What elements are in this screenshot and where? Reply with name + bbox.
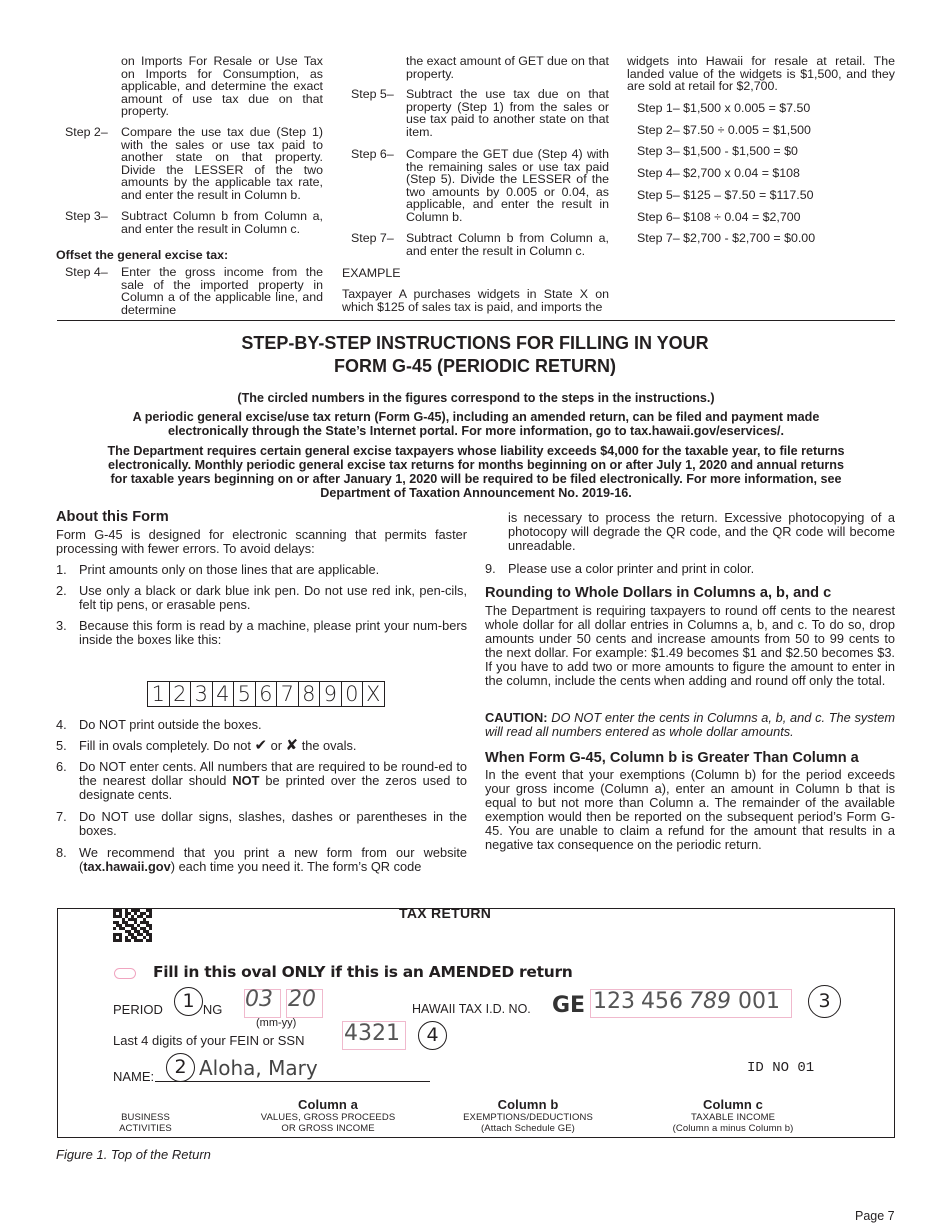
qr-module xyxy=(113,939,116,942)
qr-module xyxy=(119,936,122,939)
qr-module xyxy=(116,924,119,927)
qr-module xyxy=(113,915,116,918)
qr-module xyxy=(128,933,131,936)
step-text: Compare the GET due (Step 4) with the remaining sales or use tax paid (Step 5). Divide the LESSER of the two amounts by 0.005 or 0.04, as applicable, and enter the result in Column b. xyxy=(406,147,609,224)
col-b-sub-2: (Attach Schedule GE) xyxy=(481,1123,575,1134)
sample-digit: 8 xyxy=(299,682,321,706)
period-label xyxy=(113,1002,222,1017)
step-label: Step 7– xyxy=(351,231,394,245)
col1-intro: on Imports For Resale or Use Tax on Imports for Consumption, as applicable, and determine the exact amount of use tax due on that property. xyxy=(121,54,323,119)
required-notice-4: Department of Taxation Announcement No. 2019-16. xyxy=(320,486,632,500)
list-text: Please use a color printer and print in color. xyxy=(508,561,755,576)
list-text-part: the ovals. xyxy=(301,738,357,753)
step-label: Step 6– xyxy=(351,147,394,161)
qr-module xyxy=(125,921,128,924)
qr-module xyxy=(146,924,149,927)
example-text: Taxpayer A purchases widgets in State X on which $125 of sales tax is paid, and imports the xyxy=(342,287,609,314)
sample-digit: 4 xyxy=(213,682,235,706)
qr-module xyxy=(116,921,119,924)
qr-module xyxy=(125,909,128,912)
figure-caption: Figure 1. Top of the Return xyxy=(56,1147,211,1162)
qr-module xyxy=(125,912,128,915)
step-label: Step 3– xyxy=(65,209,108,223)
qr-module xyxy=(143,921,146,924)
qr-module xyxy=(137,930,140,933)
col-a-sub-1: VALUES, GROSS PROCEEDS xyxy=(260,1112,396,1123)
qr-module xyxy=(140,927,143,930)
col-a-sub-2: OR GROSS INCOME xyxy=(281,1123,375,1134)
qr-module xyxy=(116,939,119,942)
col-b-sub-1: EXEMPTIONS/DEDUCTIONS xyxy=(463,1112,593,1123)
qr-module xyxy=(149,909,152,912)
taxid-label: HAWAII TAX I.D. NO. xyxy=(412,1002,531,1016)
step-3 xyxy=(65,210,325,238)
qr-module xyxy=(143,936,146,939)
qr-module xyxy=(122,927,125,930)
qr-module xyxy=(137,909,140,912)
name-value[interactable]: Aloha, Mary xyxy=(199,1056,318,1080)
step-4 xyxy=(65,265,325,317)
required-notice-1: The Department requires certain general excise taxpayers whose liability exceeds $4,000 for the taxable year, to file returns xyxy=(107,444,845,458)
amended-label: Fill in this oval ONLY if this is an AMENDED return xyxy=(153,963,573,981)
qr-module xyxy=(143,927,146,930)
fein-label: Last 4 digits of your FEIN or SSN xyxy=(113,1033,305,1048)
qr-module xyxy=(122,918,125,921)
period-month-value: 03 xyxy=(245,987,273,1012)
sample-digit: 6 xyxy=(256,682,278,706)
qr-module xyxy=(143,930,146,933)
qr-module xyxy=(119,924,122,927)
mmyy-label: (mm-yy) xyxy=(256,1017,297,1029)
qr-module xyxy=(149,927,152,930)
offset-heading: Offset the general excise tax: xyxy=(56,248,229,262)
list-text-part: or xyxy=(270,738,282,753)
qr-module xyxy=(128,912,131,915)
qr-module xyxy=(134,939,137,942)
qr-module xyxy=(146,915,149,918)
qr-module xyxy=(149,924,152,927)
qr-module xyxy=(134,927,137,930)
qr-module xyxy=(146,909,149,912)
qr-module xyxy=(146,933,149,936)
qr-module xyxy=(146,921,149,924)
qr-module xyxy=(140,912,143,915)
qr-module xyxy=(134,936,137,939)
list-text: Use only a black or dark blue ink pen. Do not use red ink, pen-cils, felt tip pens, or erasable pens. xyxy=(79,583,467,612)
qr-module xyxy=(137,939,140,942)
qr-module xyxy=(116,933,119,936)
qr-module xyxy=(131,915,134,918)
sample-digit: 7 xyxy=(277,682,299,706)
step-text: Enter the gross income from the sale of the imported property in Column a of the applicable line, and determine xyxy=(121,265,323,317)
caution-label: CAUTION: xyxy=(485,710,548,725)
list-text-part: We recommend that you print a new form from our website ( xyxy=(79,845,467,874)
fein-value: 4321 xyxy=(344,1021,400,1046)
list-text-part: Do NOT enter cents. All numbers that are required to be round-ed to the nearest dollar should xyxy=(79,759,467,788)
step-6 xyxy=(351,148,611,224)
list-number: 6. xyxy=(56,759,67,774)
qr-module xyxy=(122,921,125,924)
step-label: Step 5– xyxy=(351,87,394,101)
sample-digit: 9 xyxy=(320,682,342,706)
qr-module xyxy=(119,909,122,912)
list-text xyxy=(79,846,467,874)
qr-module xyxy=(119,915,122,918)
list-text-bold: NOT xyxy=(232,773,260,788)
qr-module xyxy=(113,936,116,939)
step-7 xyxy=(351,232,611,260)
qr-module xyxy=(131,933,134,936)
amended-oval[interactable] xyxy=(114,968,136,979)
step-4-marker: 4 xyxy=(418,1021,447,1050)
step-1-marker: 1 xyxy=(174,987,203,1016)
taxid-value-4: 001 xyxy=(738,989,780,1014)
sample-digit-boxes xyxy=(147,681,385,707)
sample-digit: 5 xyxy=(234,682,256,706)
step-text: Subtract Column b from Column a, and enter the result in Column c. xyxy=(406,231,609,258)
list-number: 9. xyxy=(485,561,496,576)
period-label-start: PERIOD xyxy=(113,1002,163,1017)
qr-module xyxy=(125,930,128,933)
sample-digit: 1 xyxy=(148,682,170,706)
qr-module xyxy=(134,921,137,924)
calc-step-2: Step 2– $7.50 ÷ 0.005 = $1,500 xyxy=(637,123,811,137)
list-number: 7. xyxy=(56,809,67,824)
qr-module xyxy=(140,915,143,918)
col-b-title: Column b xyxy=(497,1097,559,1112)
taxid-value-3: 789 xyxy=(689,989,731,1014)
qr-module xyxy=(134,918,137,921)
qr-module xyxy=(149,912,152,915)
qr-module xyxy=(125,936,128,939)
rounding-heading: Rounding to Whole Dollars in Columns a, b, and c xyxy=(485,585,832,601)
qr-module xyxy=(146,939,149,942)
period-year-value: 20 xyxy=(288,987,316,1012)
calc-step-7: Step 7– $2,700 - $2,700 = $0.00 xyxy=(637,231,816,245)
name-label: NAME: xyxy=(113,1069,155,1084)
qr-module xyxy=(113,933,116,936)
col-c-sub-2: (Column a minus Column b) xyxy=(672,1123,794,1134)
qr-module xyxy=(116,915,119,918)
page-number: Page 7 xyxy=(855,1209,895,1223)
qr-module xyxy=(137,933,140,936)
sample-digit: X xyxy=(366,682,381,706)
qr-module xyxy=(149,936,152,939)
required-notice-2: electronically. Monthly periodic general excise tax returns for months beginning on or after July 1, 2020 and annual returns xyxy=(108,458,844,472)
website-link[interactable]: tax.hawaii.gov xyxy=(83,859,171,874)
col-business-header xyxy=(98,1112,193,1134)
col-b-header xyxy=(448,1097,608,1134)
qr-module xyxy=(128,939,131,942)
list-number: 8. xyxy=(56,845,67,860)
qr-module xyxy=(143,912,146,915)
calc-step-5: Step 5– $125 – $7.50 = $117.50 xyxy=(637,188,814,202)
list-text xyxy=(79,739,467,753)
section-divider xyxy=(57,320,895,321)
qr-module xyxy=(125,915,128,918)
qr-module xyxy=(131,924,134,927)
qr-module xyxy=(128,918,131,921)
qr-module xyxy=(119,933,122,936)
about-intro: Form G-45 is designed for electronic scanning that permits faster processing with fewer errors. To avoid delays: xyxy=(56,527,467,556)
step-label: Step 4– xyxy=(65,265,108,279)
calc-step-4: Step 4– $2,700 x 0.04 = $108 xyxy=(637,166,800,180)
qr-module xyxy=(113,909,116,912)
list-number: 4. xyxy=(56,717,67,732)
col-business-line-2: ACTIVITIES xyxy=(119,1123,172,1134)
checkmark-icon: ✔ xyxy=(254,737,268,754)
qr-module xyxy=(149,933,152,936)
id-number: ID NO 01 xyxy=(747,1060,815,1076)
caution-text xyxy=(485,711,895,739)
qr-code-icon xyxy=(107,909,155,943)
step-label: Step 2– xyxy=(65,125,108,139)
taxid-value-1: 123 xyxy=(593,989,635,1014)
list-text: Because this form is read by a machine, please print your num-bers inside the boxes like this: xyxy=(79,618,467,647)
qr-module xyxy=(125,939,128,942)
col-a-title: Column a xyxy=(297,1097,359,1112)
qr-module xyxy=(149,915,152,918)
qr-module xyxy=(146,930,149,933)
qr-module xyxy=(140,921,143,924)
qr-module xyxy=(149,939,152,942)
qr-module xyxy=(131,918,134,921)
step-5 xyxy=(351,88,611,138)
qr-module xyxy=(134,930,137,933)
list-number: 3. xyxy=(56,618,67,633)
step-2 xyxy=(65,126,325,202)
electronic-notice-1: A periodic general excise/use tax return (Form G-45), including an amended return, can be filed and payment made xyxy=(132,410,820,424)
list-number: 5. xyxy=(56,738,67,753)
calc-step-6: Step 6– $108 ÷ 0.04 = $2,700 xyxy=(637,210,801,224)
list-number: 1. xyxy=(56,562,67,577)
qr-module xyxy=(113,912,116,915)
greater-heading: When Form G-45, Column b is Greater Than Column a xyxy=(485,750,859,766)
qr-module xyxy=(113,927,116,930)
qr-module xyxy=(128,924,131,927)
qr-module xyxy=(131,927,134,930)
qr-module xyxy=(116,909,119,912)
figure-form-top xyxy=(57,905,895,1138)
qr-module xyxy=(128,930,131,933)
sample-digit: 3 xyxy=(191,682,213,706)
list-number: 2. xyxy=(56,583,67,598)
calc-step-1: Step 1– $1,500 x 0.005 = $7.50 xyxy=(637,101,811,115)
qr-module xyxy=(137,915,140,918)
qr-module xyxy=(125,924,128,927)
qr-module xyxy=(137,924,140,927)
step-text: Subtract the use tax due on that property (Step 1) from the sales or use tax paid to another state on that item. xyxy=(406,87,609,139)
list-text: Print amounts only on those lines that are applicable. xyxy=(79,562,380,577)
circled-notice: (The circled numbers in the figures correspond to the steps in the instructions.) xyxy=(237,391,715,405)
qr-module xyxy=(140,939,143,942)
sample-digit: 2 xyxy=(170,682,192,706)
page-title-line-2: FORM G-45 (PERIODIC RETURN) xyxy=(333,356,616,376)
required-notice-3: for taxable years beginning on or after January 1, 2020 will be required to be filed electronically. For more information, see xyxy=(110,472,842,486)
col-a-header xyxy=(238,1097,418,1134)
list-text-part: Fill in ovals completely. Do not xyxy=(79,738,251,753)
col-business-line-1: BUSINESS xyxy=(121,1112,170,1123)
list-text-part: be printed over the zeros used to designate cents. xyxy=(79,773,467,802)
qr-module xyxy=(140,933,143,936)
x-mark-icon: ✘ xyxy=(285,737,299,754)
qr-module xyxy=(113,921,116,924)
rounding-text: The Department is requiring taxpayers to round off cents to the nearest whole dollar for all dollar entries in Columns a, b, and c. To do so, drop amounts under 50 cents and increase amounts from 50 to 99 cents to the next dollar. For example: $1.49 becomes $1 and $2.50 becomes $3. If you have to add two or more amounts to figure the amount to enter in the column, include the cents when adding and round off only the total. xyxy=(485,603,895,688)
period-label-end: NG xyxy=(202,1002,223,1017)
about-heading: About this Form xyxy=(56,509,169,525)
step-2-marker: 2 xyxy=(166,1053,195,1082)
sample-digit: 0 xyxy=(342,682,364,706)
taxid-value-2: 456 xyxy=(641,989,683,1014)
list-text: Do NOT use dollar signs, slashes, dashes or parentheses in the boxes. xyxy=(79,809,467,838)
item8-continuation: is necessary to process the return. Excessive photocopying of a photocopy will degrade the QR code, and the QR code will become unreadable. xyxy=(508,510,895,553)
electronic-notice-2: electronically through the State’s Internet portal. For more information, go to tax.hawaii.gov/eservices/. xyxy=(167,424,785,438)
qr-module xyxy=(134,909,137,912)
page-title-line-1: STEP-BY-STEP INSTRUCTIONS FOR FILLING IN YOUR xyxy=(241,333,709,353)
col-c-title: Column c xyxy=(702,1097,764,1112)
step-text: Compare the use tax due (Step 1) with the sales or use tax paid to another state on that property. Divide the LESSER of the two amounts by the applicable tax rate, and enter the result in Column b. xyxy=(121,125,323,202)
list-text xyxy=(79,760,467,802)
qr-module xyxy=(131,936,134,939)
col-c-header xyxy=(653,1097,813,1134)
qr-module xyxy=(131,909,134,912)
qr-module xyxy=(143,918,146,921)
taxid-prefix: GE xyxy=(552,993,586,1018)
col-c-sub-1: TAXABLE INCOME xyxy=(690,1112,776,1123)
greater-text: In the event that your exemptions (Column b) for the period exceeds your gross income (Column a), enter an amount in Column b that is equal to but not more than Column a. The remainder of the available exemption would then be reported on the subsequent period’s Form G-45. You are unable to claim a refund for the amount that results in a negative tax consequence on the periodic return. xyxy=(485,767,895,852)
list-text-part: ) each time you need it. The form’s QR code xyxy=(170,859,422,874)
calc-step-3: Step 3– $1,500 - $1,500 = $0 xyxy=(637,144,798,158)
qr-module xyxy=(119,939,122,942)
col2-intro: the exact amount of GET due on that property. xyxy=(406,54,609,81)
form-header: TAX RETURN xyxy=(399,905,492,921)
step-text: Subtract Column b from Column a, and enter the result in Column c. xyxy=(121,209,323,236)
col3-intro: widgets into Hawaii for resale at retail. The landed value of the widgets is $1,500, and they are sold at retail for $2,700. xyxy=(627,54,895,94)
step-3-marker: 3 xyxy=(808,985,841,1018)
qr-module xyxy=(134,912,137,915)
qr-module xyxy=(119,912,122,915)
qr-module xyxy=(119,927,122,930)
example-heading: EXAMPLE xyxy=(342,266,401,280)
list-text: Do NOT print outside the boxes. xyxy=(79,717,262,732)
caution-body: DO NOT enter the cents in Columns a, b, and c. The system will read all numbers entered as whole dollar amounts. xyxy=(485,710,895,739)
name-underline xyxy=(155,1081,430,1082)
